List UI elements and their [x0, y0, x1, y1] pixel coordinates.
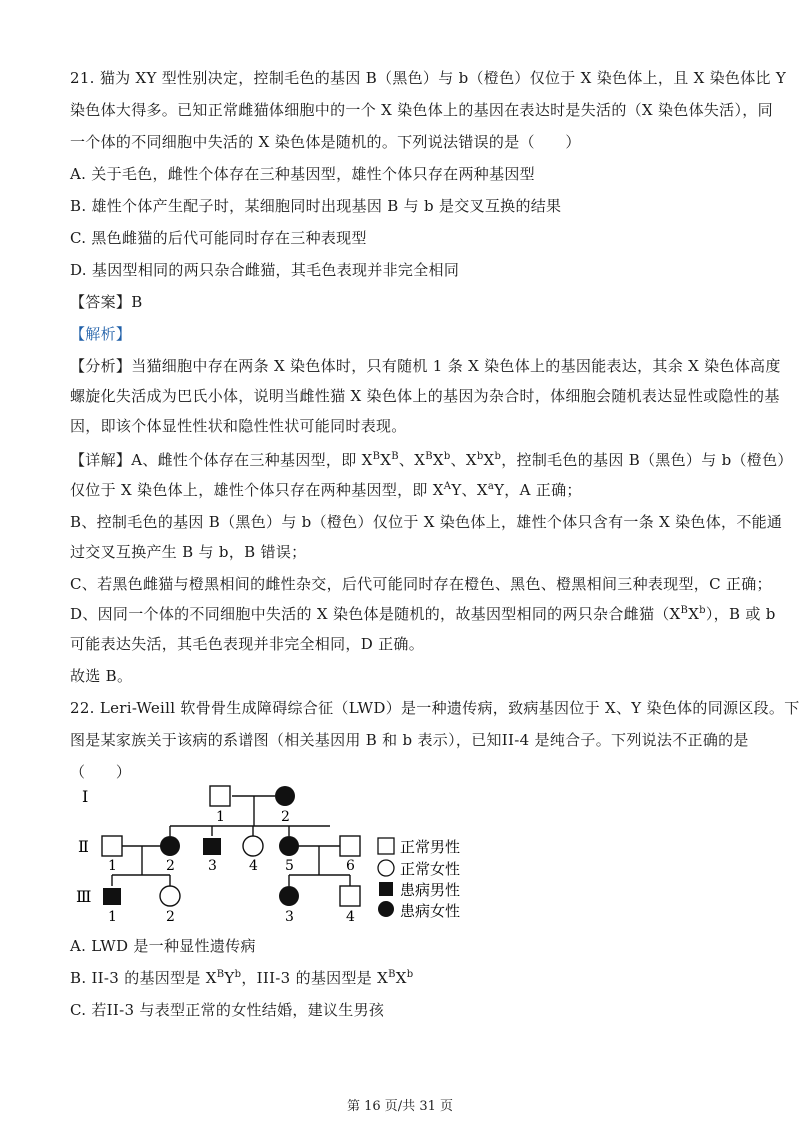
q21-detail-line-7: 可能表达失活，其毛色表现并非完全相同，D 正确。: [70, 635, 424, 653]
q22-stem-line-2: 图是某家族关于该病的系谱图（相关基因用 B 和 b 表示），已知II-4 是纯合子。下列说法不正确的是: [70, 731, 749, 749]
genotype-xAY: $X^AY$: [432, 481, 462, 499]
genotype-xbxb: $X^bX^b$: [465, 451, 502, 469]
legend-affected-male-icon: [379, 882, 393, 896]
genotype-heterozygous: $X^BX^b$: [669, 605, 706, 623]
q21-fenxi-line-3: 因，即该个体显性性状和隐性性状可能同时表现。: [70, 417, 407, 435]
pedigree-chart: [60, 778, 500, 928]
pedigree-id: 2: [166, 858, 175, 874]
genotype-ii3: $X^BY^b$: [205, 969, 242, 987]
detail-1-prefix: 【详解】A、雌性个体存在三种基因型，即: [70, 451, 362, 469]
gen-label-2: Ⅱ: [78, 837, 89, 856]
genotype-xaY: $X^aY$: [476, 481, 505, 499]
pedigree-II-5-affected-female: [279, 836, 299, 856]
q21-option-c: C. 黑色雌猫的后代可能同时存在三种表现型: [70, 229, 367, 247]
pedigree-II-6-normal-male: [340, 836, 360, 856]
gen-label-1: I: [82, 787, 89, 806]
pedigree-id: 4: [346, 909, 355, 925]
pedigree-I-2-affected-female: [275, 786, 295, 806]
pedigree-id: 1: [108, 858, 117, 874]
genotype-iii3: $X^BX^b$: [377, 969, 414, 987]
detail-6-prefix: D、因同一个体的不同细胞中失活的 X 染色体是随机的，故基因型相同的两只杂合雌猫（: [70, 605, 670, 623]
page-footer: 第 16 页/共 31 页: [347, 1099, 453, 1114]
q21-conclusion: 故选 B。: [70, 667, 133, 685]
separator: 、: [398, 451, 415, 469]
legend-normal-male-icon: [378, 838, 394, 854]
detail-2-prefix: 仅位于 X 染色体上，雄性个体只存在两种基因型，即: [70, 481, 433, 499]
q21-detail-line-2: [70, 480, 740, 500]
q22-option-b: [70, 968, 740, 988]
q21-answer: 【答案】B: [70, 293, 143, 311]
pedigree-id: 2: [166, 909, 175, 925]
q21-stem-line-1: 21. 猫为 XY 型性别决定，控制毛色的基因 B（黑色）与 b（橙色）仅位于 X 染色体上，且 X 染色体比 Y: [70, 69, 787, 87]
q22-option-a: A. LWD 是一种显性遗传病: [70, 937, 256, 955]
q21-stem-line-2: 染色体大得多。已知正常雌猫体细胞中的一个 X 染色体上的基因在表达时是失活的（X 染色体失活），同: [70, 101, 773, 119]
pedigree-II-3-affected-male: [203, 838, 221, 855]
legend-normal-male: 正常男性: [400, 838, 461, 856]
q21-detail-line-5: C、若黑色雌猫与橙黑相间的雌性杂交，后代可能同时存在橙色、黑色、橙黑相间三种表现型，C 正确；: [70, 575, 772, 593]
pedigree-III-2-normal-female: [160, 886, 180, 906]
pedigree-II-1-normal-male: [102, 836, 122, 856]
legend-normal-female-icon: [378, 860, 394, 876]
q21-detail-line-3: B、控制毛色的基因 B（黑色）与 b（橙色）仅位于 X 染色体上，雄性个体只含有一条 X 染色体，不能通: [70, 513, 783, 531]
detail-6-suffix: ），B 或 b: [705, 605, 776, 623]
detail-1-suffix: ，控制毛色的基因 B（黑色）与 b（橙色）: [501, 451, 793, 469]
gen-label-3: Ⅲ: [76, 887, 92, 906]
pedigree-III-4-normal-male: [340, 886, 360, 906]
q21-detail-line-1: [70, 450, 793, 470]
genotype-xBxb: $X^BX^b$: [414, 451, 451, 469]
q21-stem-line-3: 一个体的不同细胞中失活的 X 染色体是随机的。下列说法错误的是（ ）: [70, 133, 581, 151]
pedigree-id: 5: [285, 858, 294, 874]
pedigree-II-4-normal-female: [243, 836, 263, 856]
q21-option-b: B. 雄性个体产生配子时，某细胞同时出现基因 B 与 b 是交叉互换的结果: [70, 197, 562, 215]
pedigree-id: 6: [346, 858, 355, 874]
pedigree-id: 3: [285, 909, 294, 925]
option-b-prefix: B. II-3 的基因型是: [70, 969, 206, 987]
detail-2-suffix: ，A 正确；: [504, 481, 582, 499]
q22-option-c: C. 若II-3 与表型正常的女性结婚，建议生男孩: [70, 1001, 385, 1019]
pedigree-id: 2: [281, 809, 290, 825]
legend-normal-female: 正常女性: [400, 860, 461, 878]
legend-affected-female: 患病女性: [400, 902, 461, 920]
legend-affected-male: 患病男性: [400, 881, 461, 899]
q21-option-d: D. 基因型相同的两只杂合雌猫，其毛色表现并非完全相同: [70, 261, 460, 279]
option-b-middle: ，III-3 的基因型是: [241, 969, 378, 987]
q21-fenxi-line-2: 螺旋化失活成为巴氏小体，说明当雌性猫 X 染色体上的基因为杂合时，体细胞会随机表达显性或隐性的基: [70, 387, 780, 405]
pedigree-III-1-affected-male: [103, 888, 121, 905]
pedigree-id: 1: [216, 809, 225, 825]
pedigree-id: 4: [249, 858, 258, 874]
q22-stem-line-3: （ ）: [70, 763, 132, 781]
pedigree-id: 3: [208, 858, 217, 874]
q21-detail-line-6: [70, 604, 776, 624]
separator: 、: [461, 481, 477, 499]
pedigree-id: 1: [108, 909, 117, 925]
q21-detail-line-4: 过交叉互换产生 B 与 b，B 错误；: [70, 543, 307, 561]
pedigree-III-3-affected-female: [279, 886, 299, 906]
q21-fenxi-line-1: 【分析】当猫细胞中存在两条 X 染色体时，只有随机 1 条 X 染色体上的基因能表达，其余 X 染色体高度: [70, 357, 781, 375]
pedigree-II-2-affected-female: [160, 836, 180, 856]
legend-affected-female-icon: [378, 901, 394, 917]
q21-analysis-title: 【解析】: [70, 325, 132, 343]
q21-option-a: A. 关于毛色，雌性个体存在三种基因型，雄性个体只存在两种基因型: [70, 165, 535, 183]
genotype-xBxB: $X^BX^B$: [361, 451, 399, 469]
q22-stem-line-1: 22. Leri-Weill 软骨骨生成障碍综合征（LWD）是一种遗传病，致病基因位于 X、Y 染色体的同源区段。下: [70, 699, 800, 717]
separator: 、: [450, 451, 466, 469]
pedigree-I-1-normal-male: [210, 786, 230, 806]
